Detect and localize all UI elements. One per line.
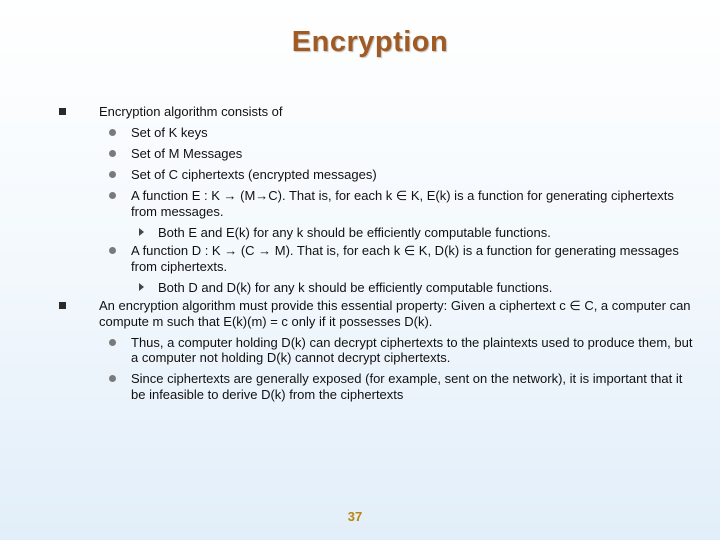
circle-bullet-icon	[109, 339, 116, 346]
page-number: 37	[347, 509, 363, 524]
circle-bullet-icon	[109, 192, 116, 199]
list-item	[58, 104, 698, 120]
list-item	[58, 225, 698, 241]
square-bullet-icon	[59, 108, 66, 115]
circle-bullet-icon	[109, 375, 116, 382]
list-item	[58, 243, 698, 274]
list-item	[58, 125, 698, 141]
list-item	[58, 280, 698, 296]
triangle-bullet-icon	[139, 228, 144, 236]
list-item-text: Both E and E(k) for any k should be efficiently computable functions.	[158, 224, 551, 240]
circle-bullet-icon	[109, 150, 116, 157]
list-item-text: Thus, a computer holding D(k) can decrypt ciphertexts to the plaintexts used to produce them, but a computer not holding D(k) cannot decrypt ciphertexts.	[131, 334, 693, 365]
circle-bullet-icon	[109, 129, 116, 136]
list-item-text: A function E : K → (M→C). That is, for each k ∈ K, E(k) is a function for generating ciphertexts from messages.	[131, 188, 674, 219]
circle-bullet-icon	[109, 171, 116, 178]
slide-title: Encryption	[291, 26, 449, 58]
slide-body	[58, 104, 698, 408]
square-bullet-icon	[59, 302, 66, 309]
list-item-text: An encryption algorithm must provide this essential property: Given a ciphertext c ∈ C, a computer can compute m such that E(k)(m) = c only if it possesses D(k).	[99, 298, 691, 329]
list-item	[58, 146, 698, 162]
list-item-text: Encryption algorithm consists of	[99, 104, 283, 119]
list-item	[58, 298, 698, 329]
list-item-text: A function D : K → (C → M). That is, for each k ∈ K, D(k) is a function for generating messages from ciphertexts.	[131, 243, 679, 274]
list-item-text: Set of C ciphertexts (encrypted messages)	[131, 167, 377, 182]
list-item	[58, 167, 698, 183]
triangle-bullet-icon	[139, 283, 144, 291]
circle-bullet-icon	[109, 247, 116, 254]
list-item	[58, 188, 698, 219]
list-item	[58, 335, 698, 366]
list-item-text: Both D and D(k) for any k should be efficiently computable functions.	[158, 279, 553, 295]
list-item-text: Since ciphertexts are generally exposed (for example, sent on the network), it is important that it be infeasible to derive D(k) from the ciphertexts	[131, 371, 683, 402]
list-item-text: Set of M Messages	[131, 146, 243, 161]
list-item-text: Set of K keys	[131, 125, 208, 140]
list-item	[58, 371, 698, 402]
